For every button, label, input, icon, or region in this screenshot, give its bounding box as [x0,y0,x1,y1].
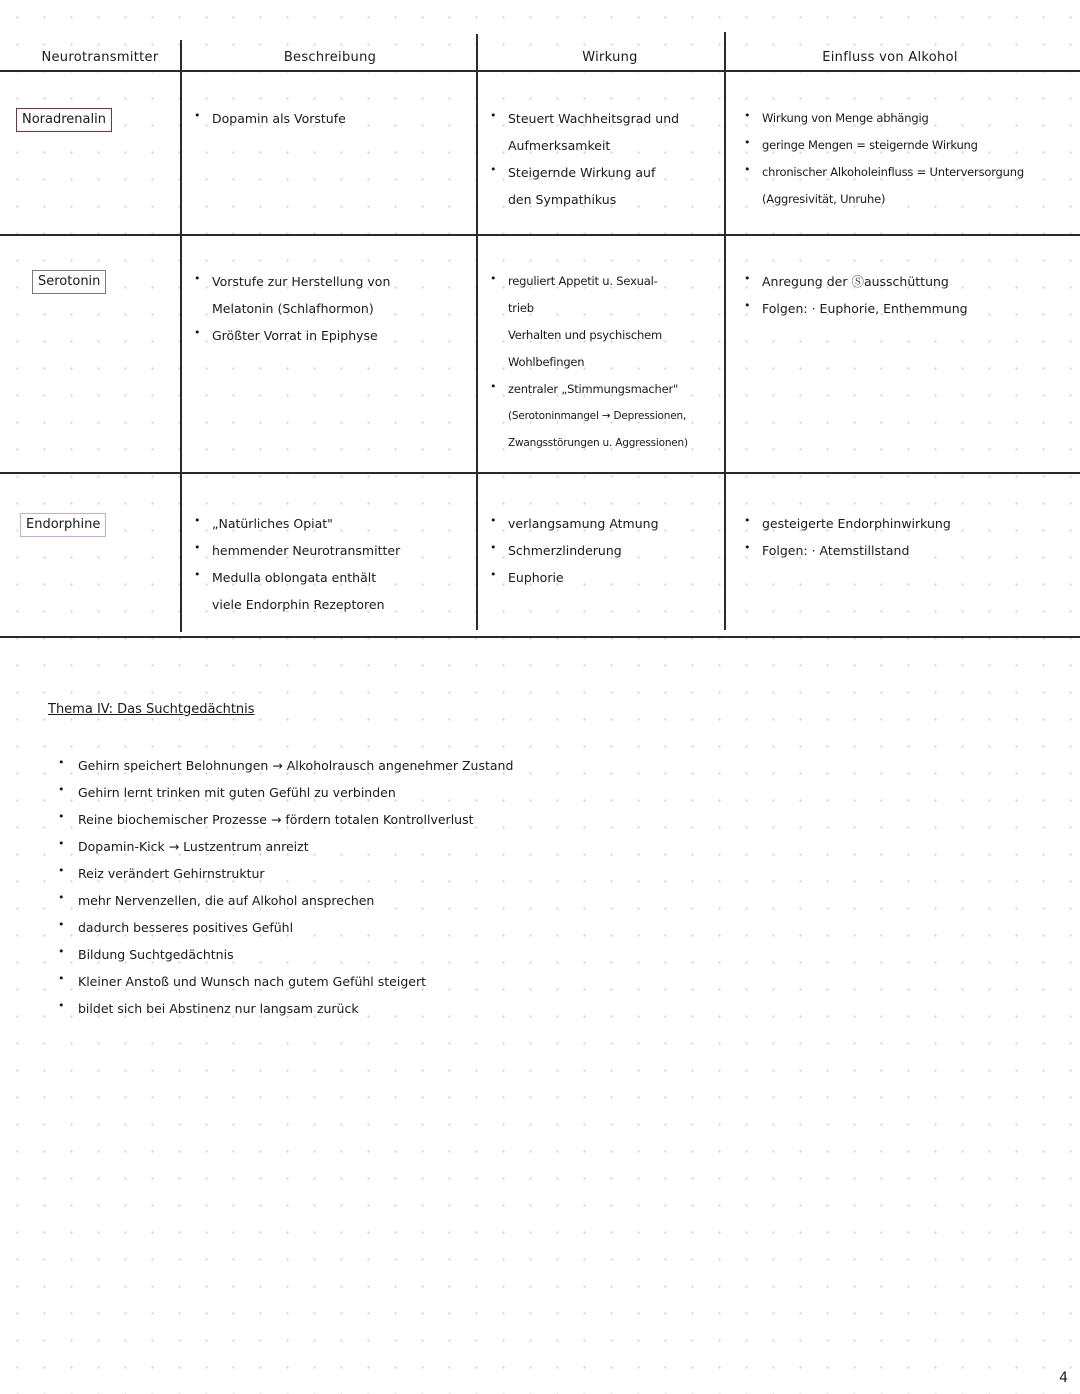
list-item: • Reine biochemischer Prozesse → fördern totalen Kontrollverlust [58,806,513,833]
row2-wirkung [488,268,688,457]
tag-noradrenalin: Noradrenalin [16,108,112,132]
list-item: • reguliert Appetit u. Sexual- [488,268,688,295]
row3-wirkung [488,510,659,591]
theme-title: Thema IV: Das Suchtgedächtnis [48,702,255,717]
list-item: • geringe Mengen = steigernde Wirkung [742,132,1024,159]
list-item: den Sympathikus [508,192,617,207]
row1-beschreibung [192,105,346,132]
header-einfluss-alkohol: Einfluss von Alkohol [822,50,958,65]
list-item: • „Natürliches Opiat" [192,510,400,537]
list-item: • chronischer Alkoholeinfluss = Unterversorgung [742,159,1024,186]
row1-wirkung [488,105,679,213]
list-item: Zwangsstörungen u. Aggressionen) [508,437,688,449]
list-item: • gesteigerte Endorphinwirkung [742,510,951,537]
list-item: • Kleiner Anstoß und Wunsch nach gutem Gefühl steigert [58,968,513,995]
row2-alkohol [742,268,968,322]
list-item: • Euphorie [488,564,659,591]
row-divider-3 [0,636,1080,638]
list-item: • Schmerzlinderung [488,537,659,564]
list-item: Melatonin (Schlafhormon) [212,301,374,316]
list-item: • Reiz verändert Gehirnstruktur [58,860,513,887]
list-item: • Dopamin als Vorstufe [192,105,346,132]
list-item: (Serotoninmangel → Depressionen, [508,410,687,422]
column-divider-2 [476,34,478,630]
theme-notes [58,752,513,1022]
list-item: viele Endorphin Rezeptoren [212,597,385,612]
list-item: • Folgen: · Atemstillstand [742,537,951,564]
list-item: • Gehirn lernt trinken mit guten Gefühl zu verbinden [58,779,513,806]
list-item: • Steigernde Wirkung auf [488,159,679,186]
column-divider-3 [724,32,726,630]
table-header-line [0,70,1080,72]
tag-endorphine: Endorphine [20,513,106,537]
header-neurotransmitter: Neurotransmitter [41,50,159,65]
list-item: • dadurch besseres positives Gefühl [58,914,513,941]
list-item: • verlangsamung Atmung [488,510,659,537]
row3-beschreibung [192,510,400,618]
list-item: • Gehirn speichert Belohnungen → Alkoholrausch angenehmer Zustand [58,752,513,779]
list-item: Verhalten und psychischem [508,328,662,342]
row-divider-2 [0,472,1080,474]
row1-alkohol [742,105,1024,213]
header-beschreibung: Beschreibung [283,50,377,65]
header-wirkung: Wirkung [582,50,638,65]
list-item: • Größter Vorrat in Epiphyse [192,322,390,349]
list-item: • bildet sich bei Abstinenz nur langsam zurück [58,995,513,1022]
list-item: • zentraler „Stimmungsmacher" [488,376,688,403]
row-divider-1 [0,234,1080,236]
list-item: • Wirkung von Menge abhängig [742,105,1024,132]
list-item: • Bildung Suchtgedächtnis [58,941,513,968]
list-item: • Steuert Wachheitsgrad und [488,105,679,132]
row2-beschreibung [192,268,390,349]
list-item: trieb [508,301,534,315]
list-item: • Vorstufe zur Herstellung von [192,268,390,295]
list-item: • Medulla oblongata enthält [192,564,400,591]
list-item: • Folgen: · Euphorie, Enthemmung [742,295,968,322]
list-item: Aufmerksamkeit [508,138,611,153]
list-item: • Dopamin-Kick → Lustzentrum anreizt [58,833,513,860]
list-item: • Anregung der Ⓢausschüttung [742,268,968,295]
column-divider-1 [180,40,182,632]
page-number: 4 [1059,1370,1068,1386]
tag-serotonin: Serotonin [32,270,106,294]
row3-alkohol [742,510,951,564]
list-item: (Aggresivität, Unruhe) [762,192,886,206]
list-item: • hemmender Neurotransmitter [192,537,400,564]
list-item: • mehr Nervenzellen, die auf Alkohol ansprechen [58,887,513,914]
list-item: Wohlbefingen [508,355,585,369]
